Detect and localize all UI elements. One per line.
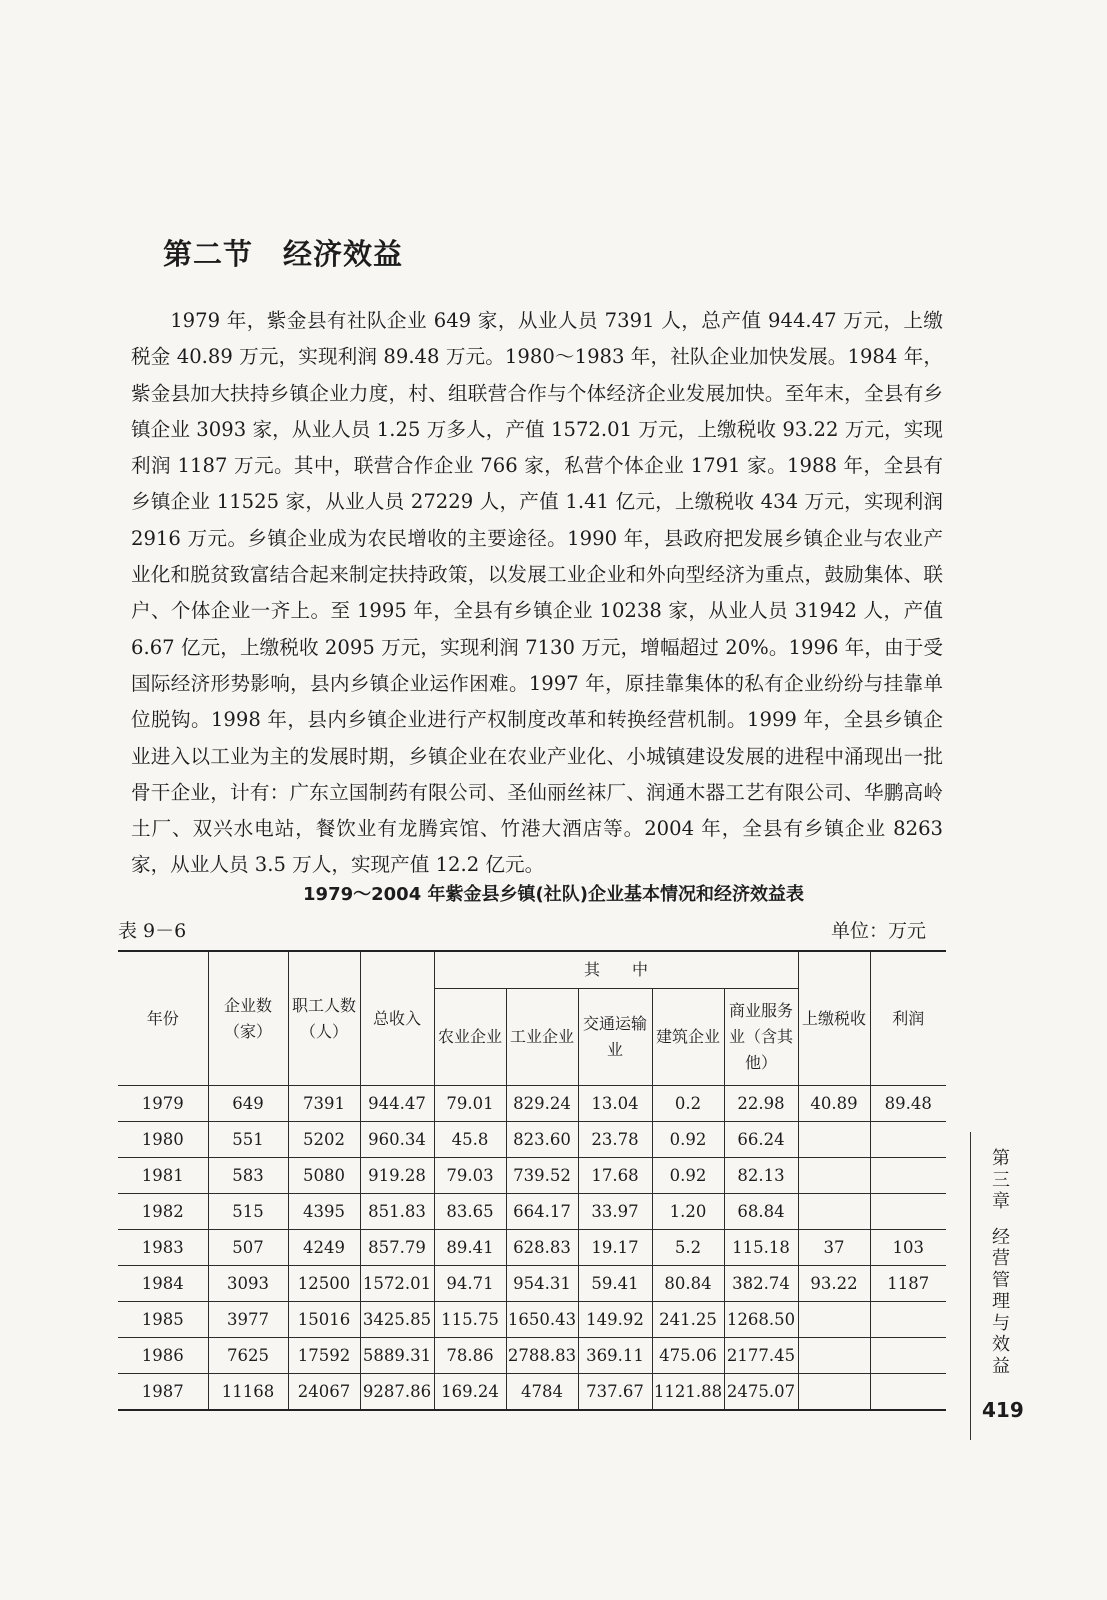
cell: 3093 bbox=[208, 1266, 288, 1302]
cell: 93.22 bbox=[798, 1266, 870, 1302]
cell bbox=[870, 1338, 946, 1374]
cell bbox=[798, 1122, 870, 1158]
cell bbox=[798, 1338, 870, 1374]
cell: 59.41 bbox=[578, 1266, 652, 1302]
header-tax: 上缴税收 bbox=[798, 951, 870, 1086]
cell: 1650.43 bbox=[506, 1302, 578, 1338]
chapter-char: 第 bbox=[992, 1148, 1010, 1169]
cell: 739.52 bbox=[506, 1158, 578, 1194]
cell: 1187 bbox=[870, 1266, 946, 1302]
header-group: 其 中 bbox=[434, 951, 798, 989]
cell: 515 bbox=[208, 1194, 288, 1230]
cell: 5889.31 bbox=[360, 1338, 434, 1374]
cell: 115.75 bbox=[434, 1302, 506, 1338]
cell bbox=[798, 1194, 870, 1230]
cell: 17.68 bbox=[578, 1158, 652, 1194]
header-agri: 农业企业 bbox=[434, 989, 506, 1086]
cell: 960.34 bbox=[360, 1122, 434, 1158]
cell: 23.78 bbox=[578, 1122, 652, 1158]
cell: 2788.83 bbox=[506, 1338, 578, 1374]
cell: 7625 bbox=[208, 1338, 288, 1374]
cell: 115.18 bbox=[724, 1230, 798, 1266]
cell: 5080 bbox=[288, 1158, 360, 1194]
cell-year: 1984 bbox=[118, 1266, 208, 1302]
cell: 4784 bbox=[506, 1374, 578, 1411]
cell: 583 bbox=[208, 1158, 288, 1194]
cell: 0.92 bbox=[652, 1158, 724, 1194]
cell: 507 bbox=[208, 1230, 288, 1266]
cell bbox=[870, 1194, 946, 1230]
cell: 5202 bbox=[288, 1122, 360, 1158]
cell: 649 bbox=[208, 1086, 288, 1122]
cell: 89.41 bbox=[434, 1230, 506, 1266]
chapter-sidebar bbox=[990, 1148, 1012, 1377]
cell bbox=[798, 1302, 870, 1338]
table-row bbox=[118, 1158, 946, 1194]
side-rule bbox=[970, 1132, 971, 1440]
cell: 5.2 bbox=[652, 1230, 724, 1266]
cell: 3425.85 bbox=[360, 1302, 434, 1338]
cell: 4249 bbox=[288, 1230, 360, 1266]
cell: 17592 bbox=[288, 1338, 360, 1374]
cell-year: 1986 bbox=[118, 1338, 208, 1374]
cell: 382.74 bbox=[724, 1266, 798, 1302]
topic-char: 效 bbox=[992, 1334, 1010, 1355]
cell: 0.92 bbox=[652, 1122, 724, 1158]
cell: 79.01 bbox=[434, 1086, 506, 1122]
cell: 737.67 bbox=[578, 1374, 652, 1411]
cell: 1572.01 bbox=[360, 1266, 434, 1302]
table-unit: 单位：万元 bbox=[830, 920, 926, 942]
enterprise-table bbox=[118, 950, 946, 1411]
cell: 851.83 bbox=[360, 1194, 434, 1230]
cell: 954.31 bbox=[506, 1266, 578, 1302]
table-body bbox=[118, 1086, 946, 1411]
cell: 9287.86 bbox=[360, 1374, 434, 1411]
cell: 40.89 bbox=[798, 1086, 870, 1122]
cell: 1268.50 bbox=[724, 1302, 798, 1338]
table-row bbox=[118, 1338, 946, 1374]
cell-year: 1985 bbox=[118, 1302, 208, 1338]
cell-year: 1982 bbox=[118, 1194, 208, 1230]
cell: 19.17 bbox=[578, 1230, 652, 1266]
cell bbox=[870, 1302, 946, 1338]
section-heading: 经济效益 bbox=[283, 237, 404, 271]
cell: 13.04 bbox=[578, 1086, 652, 1122]
header-workers: 职工人数（人） bbox=[288, 951, 360, 1086]
cell: 45.8 bbox=[434, 1122, 506, 1158]
cell: 78.86 bbox=[434, 1338, 506, 1374]
cell: 2475.07 bbox=[724, 1374, 798, 1411]
table-row bbox=[118, 1374, 946, 1411]
header-profit: 利润 bbox=[870, 951, 946, 1086]
topic-char: 经 bbox=[992, 1226, 1010, 1248]
cell-year: 1981 bbox=[118, 1158, 208, 1194]
cell: 89.48 bbox=[870, 1086, 946, 1122]
cell: 82.13 bbox=[724, 1158, 798, 1194]
cell: 475.06 bbox=[652, 1338, 724, 1374]
table-title: 1979～2004 年紫金县乡镇(社队)企业基本情况和经济效益表 bbox=[303, 884, 804, 905]
table-row bbox=[118, 1194, 946, 1230]
cell bbox=[798, 1158, 870, 1194]
table-row bbox=[118, 1086, 946, 1122]
table-row bbox=[118, 1122, 946, 1158]
cell: 829.24 bbox=[506, 1086, 578, 1122]
cell: 241.25 bbox=[652, 1302, 724, 1338]
section-title bbox=[163, 232, 403, 273]
cell: 0.2 bbox=[652, 1086, 724, 1122]
table-row bbox=[118, 1230, 946, 1266]
header-enterprises: 企业数（家） bbox=[208, 951, 288, 1086]
cell: 68.84 bbox=[724, 1194, 798, 1230]
cell: 103 bbox=[870, 1230, 946, 1266]
topic-char: 理 bbox=[992, 1291, 1010, 1312]
cell: 823.60 bbox=[506, 1122, 578, 1158]
cell bbox=[870, 1374, 946, 1411]
cell-year: 1979 bbox=[118, 1086, 208, 1122]
cell: 3977 bbox=[208, 1302, 288, 1338]
cell bbox=[870, 1158, 946, 1194]
cell: 369.11 bbox=[578, 1338, 652, 1374]
chapter-char: 三 bbox=[992, 1169, 1010, 1191]
cell: 628.83 bbox=[506, 1230, 578, 1266]
cell-year: 1980 bbox=[118, 1122, 208, 1158]
cell: 22.98 bbox=[724, 1086, 798, 1122]
cell: 11168 bbox=[208, 1374, 288, 1411]
cell: 2177.45 bbox=[724, 1338, 798, 1374]
section-number: 第二节 bbox=[163, 237, 254, 271]
cell: 94.71 bbox=[434, 1266, 506, 1302]
cell: 79.03 bbox=[434, 1158, 506, 1194]
table-row bbox=[118, 1266, 946, 1302]
cell: 7391 bbox=[288, 1086, 360, 1122]
topic-char: 与 bbox=[992, 1312, 1010, 1334]
topic-char: 营 bbox=[992, 1248, 1010, 1269]
header-industry: 工业企业 bbox=[506, 989, 578, 1086]
cell bbox=[798, 1374, 870, 1411]
cell: 551 bbox=[208, 1122, 288, 1158]
table-number: 表 9－6 bbox=[118, 920, 187, 942]
cell: 66.24 bbox=[724, 1122, 798, 1158]
cell: 80.84 bbox=[652, 1266, 724, 1302]
chapter-char: 章 bbox=[992, 1191, 1010, 1212]
cell: 15016 bbox=[288, 1302, 360, 1338]
cell: 24067 bbox=[288, 1374, 360, 1411]
cell: 4395 bbox=[288, 1194, 360, 1230]
cell: 12500 bbox=[288, 1266, 360, 1302]
cell: 37 bbox=[798, 1230, 870, 1266]
cell: 919.28 bbox=[360, 1158, 434, 1194]
table-row bbox=[118, 1302, 946, 1338]
cell: 944.47 bbox=[360, 1086, 434, 1122]
header-total-income: 总收入 bbox=[360, 951, 434, 1086]
topic-char: 管 bbox=[992, 1269, 1010, 1291]
header-construction: 建筑企业 bbox=[652, 989, 724, 1086]
header-commerce: 商业服务业（含其他） bbox=[724, 989, 798, 1086]
cell: 1.20 bbox=[652, 1194, 724, 1230]
cell: 1121.88 bbox=[652, 1374, 724, 1411]
cell: 149.92 bbox=[578, 1302, 652, 1338]
cell: 33.97 bbox=[578, 1194, 652, 1230]
cell: 857.79 bbox=[360, 1230, 434, 1266]
topic-char: 益 bbox=[992, 1355, 1010, 1377]
cell-year: 1983 bbox=[118, 1230, 208, 1266]
cell: 664.17 bbox=[506, 1194, 578, 1230]
body-paragraph: 1979 年，紫金县有社队企业 649 家，从业人员 7391 人，总产值 944.47 万元，上缴税金 40.89 万元，实现利润 89.48 万元。1980～1983 年，社队企业加快发展。1984 年，紫金县加大扶持乡镇企业力度，村、组联营合作与个体经济企业发展加快。至年末，全县有乡镇企业 3093 家，从业人员 1.25 万多人，产值 1572.01 万元，上缴税收 93.22 万元，实现利润 1187 万元。其中，联营合作企业 766 家，私营个体企业 1791 家。1988 年，全县有乡镇企业 11525 家，从业人员 27229 人，产值 1.41 亿元，上缴税收 434 万元，实现利润 2916 万元。乡镇企业成为农民增收的主要途径。1990 年，县政府把发展乡镇企业与农业产业化和脱贫致富结合起来制定扶持政策，以发展工业企业和外向型经济为重点，鼓励集体、联户、个体企业一齐上。至 1995 年，全县有乡镇企业 10238 家，从业人员 31942 人，产值 6.67 亿元，上缴税收 2095 万元，实现利润 7130 万元，增幅超过 20%。1996 年，由于受国际经济形势影响，县内乡镇企业运作困难。1997 年，原挂靠集体的私有企业纷纷与挂靠单位脱钩。1998 年，县内乡镇企业进行产权制度改革和转换经营机制。1999 年，全县乡镇企业进入以工业为主的发展时期，乡镇企业在农业产业化、小城镇建设发展的进程中涌现出一批骨干企业，计有：广东立国制药有限公司、圣仙丽丝袜厂、润通木器工艺有限公司、华鹏高岭土厂、双兴水电站，餐饮业有龙腾宾馆、竹港大酒店等。2004 年，全县有乡镇企业 8263 家，从业人员 3.5 万人，实现产值 12.2 亿元。 bbox=[131, 309, 943, 877]
page-number: 419 bbox=[982, 1398, 1024, 1422]
header-year: 年份 bbox=[118, 951, 208, 1086]
header-transport: 交通运输业 bbox=[578, 989, 652, 1086]
cell: 169.24 bbox=[434, 1374, 506, 1411]
cell-year: 1987 bbox=[118, 1374, 208, 1411]
cell bbox=[870, 1122, 946, 1158]
cell: 83.65 bbox=[434, 1194, 506, 1230]
